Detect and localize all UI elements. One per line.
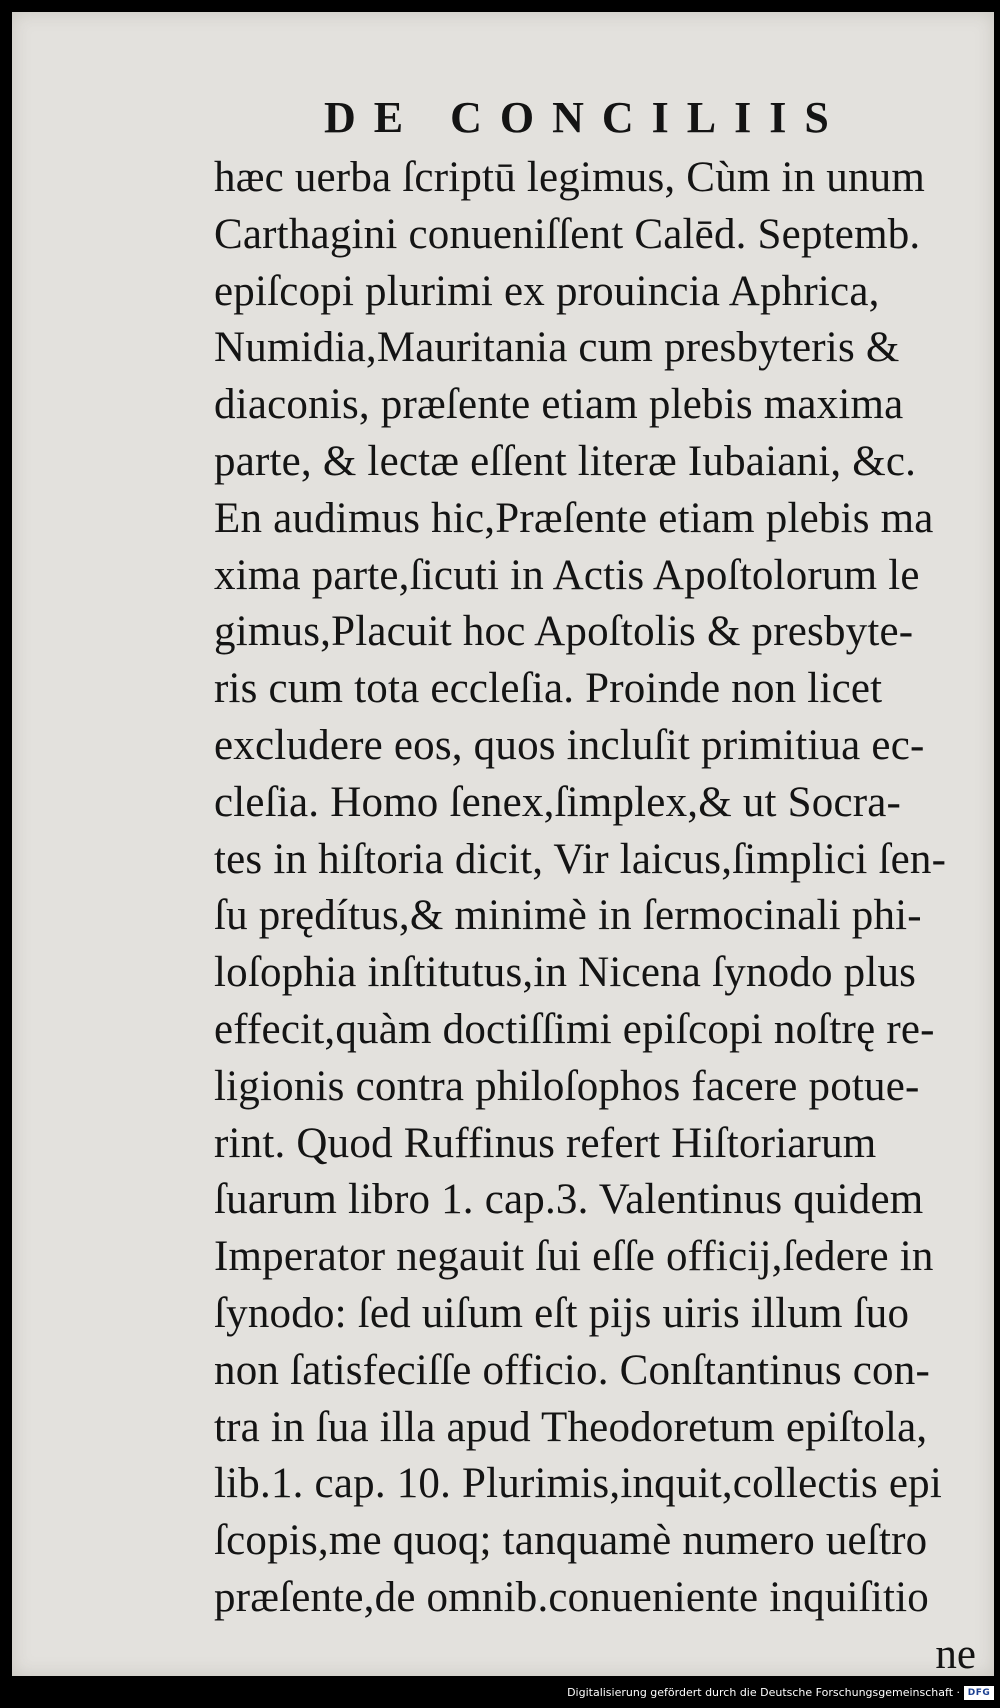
dfg-logo-icon: DFG <box>964 1686 994 1700</box>
text-line: parte, & lectæ eſſent literæ Iubaiani, &c. <box>214 437 917 485</box>
text-line: ligionis contra philoſophos facere potue- <box>214 1062 920 1110</box>
text-line: ſu prędítus,& minimè in ſermocinali phi- <box>214 892 922 940</box>
text-line: Numidia,Mauritania cum presbyteris & <box>214 324 900 372</box>
text-line: ris cum tota eccleſia. Proinde non licet <box>214 665 883 713</box>
catchword: ne <box>935 1630 976 1676</box>
text-block <box>214 88 994 1676</box>
text-line: xima parte,ſicuti in Actis Apoſtolorum le <box>214 551 920 599</box>
text-line: Carthagini conueniſſent Calēd. Septemb. <box>214 210 921 258</box>
text-line: ſuarum libro 1. cap.3. Valentinus quidem <box>214 1176 924 1224</box>
text-line: præſente,de omnib.conueniente inquiſitio <box>214 1573 929 1621</box>
text-line: gimus,Placuit hoc Apoſtolis & presbyte- <box>214 608 914 656</box>
funding-credit: Digitalisierung gefördert durch die Deutsche Forschungsgemeinschaft · <box>567 1686 960 1699</box>
text-line: effecit,quàm doctiſſimi epiſcopi noſtrę re- <box>214 1005 935 1053</box>
text-line: lib.1. cap. 10. Plurimis,inquit,collectis epi <box>214 1460 942 1508</box>
text-line: rint. Quod Ruffinus refert Hiſtoriarum <box>214 1119 877 1167</box>
running-head: DE CONCILIIS <box>324 93 847 142</box>
text-line: epiſcopi plurimi ex prouincia Aphrica, <box>214 267 880 315</box>
text-line: tra in ſua illa apud Theodoretum epiſtola, <box>214 1403 928 1451</box>
text-line: cleſia. Homo ſenex,ſimplex,& ut Socra- <box>214 778 902 826</box>
body-text <box>214 150 994 1676</box>
text-line: tes in hiſtoria dicit, Vir laicus,ſimplici ſen- <box>214 835 947 883</box>
text-line: ſcopis,me quoq; tanquamè numero ueſtro <box>214 1517 928 1565</box>
text-line: En audimus hic,Præſente etiam plebis ma <box>214 494 934 542</box>
text-line: hæc uerba ſcriptū legimus, Cùm in unum <box>214 154 926 201</box>
text-line: non ſatisfeciſſe officio. Conſtantinus con- <box>214 1346 930 1394</box>
text-line: loſophia inſtitutus,in Nicena ſynodo plus <box>214 949 917 997</box>
book-page <box>12 12 994 1676</box>
text-line: ſynodo: ſed uiſum eſt pijs uiris illum ſuo <box>214 1289 910 1337</box>
text-line: Imperator negauit ſui eſſe officij,ſedere in <box>214 1233 934 1281</box>
text-line: excludere eos, quos incluſit primitiua ec- <box>214 721 925 769</box>
text-line: diaconis, præſente etiam plebis maxima <box>214 381 904 429</box>
